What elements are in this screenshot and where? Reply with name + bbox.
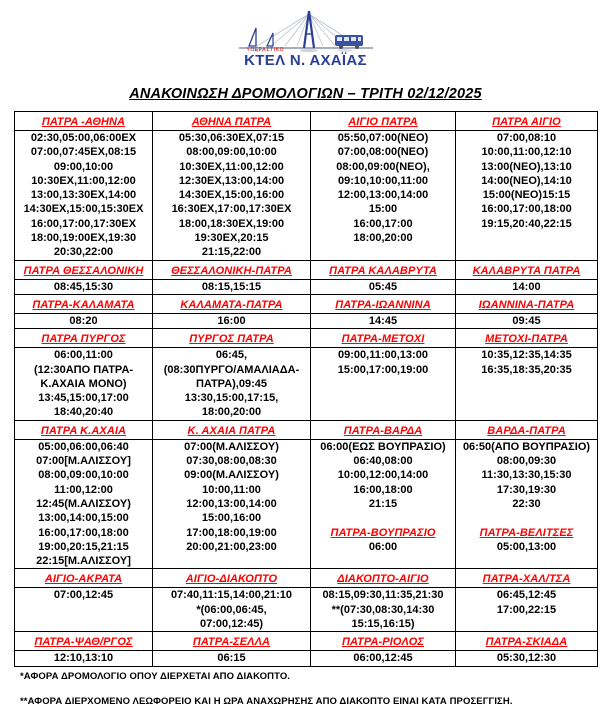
times-cell [311,588,456,632]
times-cell [311,279,456,294]
times-cell [311,131,456,261]
route-name: ΠΑΤΡΑ-ΙΩΑΝΝΙΝΑ [335,298,431,311]
blank-line [456,511,597,525]
time-line: 12:45(Μ.ΑΛΙΣΣΟΥ) [36,497,131,510]
footnote-diakopto: *ΑΦΟΡΑ ΔΡΟΜΟΛΟΓΙΟ ΟΠΟΥ ΔΙΕΡΧΕΤΑΙ ΑΠΟ ΔΙΑΚΟΠΤΟ. [20,670,291,682]
route-header-cell [153,260,311,279]
time-line: (12:30ΑΠΟ ΠΑΤΡΑ- [33,363,134,376]
time-line: **(07:30,08:30,14:30 [331,603,435,616]
time-line: 07:40,11:15,14:00,21:10 [170,589,293,602]
time-line: *(06:00,06:45, [196,603,267,616]
time-line: 07:00,08:10 [496,132,557,144]
time-line: 09:10,10:00,11:00 [338,174,428,187]
route-name: ΠΑΤΡΑ-ΒΕΛΙΤΣΕΣ [479,526,574,539]
time-line: 17:00,18:00,19:00 [186,526,277,539]
route-header-row [15,294,598,313]
time-line: 08:00,09:00,10:00 [186,146,277,159]
times-cell [153,439,311,569]
time-line: 08:00,09:00(NEO), [336,160,430,173]
time-line: 16:00 [217,314,246,327]
time-line: 15:15,16:15) [351,618,415,631]
page-title: ΑΝΑΚΟΙΝΩΣΗ ΔΡΟΜΟΛΟΓΙΩΝ – ΤΡΙΤΗ 02/12/2025 [129,86,482,102]
time-line: 11:00,12:00 [54,483,113,496]
logo-brand-name: ΚΤΕΛ Ν. ΑΧΑΪΑΣ [244,52,367,69]
times-cell [15,313,153,328]
time-line: 05:50,07:00(NEO) [337,132,429,144]
time-line: 16:00,17:00,17:30EX [30,217,137,230]
times-cell [311,313,456,328]
times-cell [153,348,311,420]
times-cell [456,439,598,569]
route-header-cell [456,329,598,348]
route-name: ΘΕΣΣΑΛΟΝΙΚΗ-ΠΑΤΡΑ [171,264,292,277]
time-line: 13:00,13:30EX,14:00 [30,189,137,202]
times-cell [311,439,456,569]
route-header-cell [456,569,598,588]
time-line: 16:00,17:00,18:00 [481,203,572,216]
time-line: 16:35,18:35,20:35 [481,363,572,376]
times-cell [456,279,598,294]
route-header-cell [311,420,456,439]
route-header-cell [311,294,456,313]
route-name: ΚΑΛΑΒΡΥΤΑ ΠΑΤΡΑ [472,264,581,277]
time-line: 10:30EX,11:00,12:00 [179,160,284,173]
time-line: 15:00(NEO)15:15 [482,189,571,202]
times-cell [153,313,311,328]
time-line: 08:00,09:30 [496,455,557,468]
route-name: ΠΑΤΡΑ-ΣΕΛΛΑ [192,636,271,649]
logo-small-text: ΥΠΕΡΑΣΤΙΚΟ [246,47,285,53]
route-name: ΠΑΤΡΑ-ΒΟΥΠΡΑΣΙΟ [330,526,436,539]
time-line: 13:00(NEO),13:10 [481,160,572,173]
time-line: 15:00 [368,203,398,216]
time-line: Κ.ΑΧΑΙΑ ΜΟΝΟ) [40,377,127,390]
time-line: 12:00,13:00,14:00 [186,497,277,510]
times-cell [153,131,311,261]
route-header-cell [456,632,598,651]
time-line: 02:30,05:00,06:00EX [30,132,137,144]
time-line: 22:30 [512,497,541,510]
time-line: 09:00,10:00 [53,160,114,173]
time-line: 09:00,11:00,13:00 [338,349,428,362]
time-line: 17:30,19:30 [496,483,557,496]
time-line: 10:30EX,11:00,12:00 [31,174,136,187]
route-name: ΠΑΤΡΑ ΘΕΣΣΑΛΟΝΙΚΗ [23,264,144,277]
route-header-row [15,329,598,348]
route-name: ΠΑΤΡΑ-ΒΑΡΔΑ [343,424,423,437]
route-name: ΜΕΤΟΧΙ-ΠΑΤΡΑ [485,333,568,346]
route-header-cell [311,632,456,651]
time-line: ΠΑΤΡΑ),09:45 [195,377,267,390]
time-line: 16:00,17:00 [353,217,413,230]
time-line: 09:45 [512,314,541,327]
time-line: 07:00[Μ.ΑΛΙΣΣΟΥ] [36,455,131,468]
times-row [15,313,598,328]
time-line: 14:00(NEO),14:10 [481,174,572,187]
route-header-cell [15,569,153,588]
route-header-cell [15,329,153,348]
route-name: ΠΑΤΡΑ ΚΑΛΑΒΡΥΤΑ [329,264,437,277]
time-line: 06:50(ΑΠΟ ΒΟΥΠΡΑΣΙΟ) [462,440,591,453]
route-header-cell [456,420,598,439]
time-line: 16:00,18:00 [353,483,413,496]
schedule-table [14,111,598,667]
route-name: Κ. ΑΧΑΙΑ ΠΑΤΡΑ [187,424,276,437]
times-cell [15,588,153,632]
route-header-row [15,420,598,439]
time-line: 12:00,13:00,14:00 [337,189,429,202]
times-row [15,279,598,294]
times-row [15,439,598,569]
sub-route-header [456,526,597,540]
time-line: 06:00(ΕΩΣ ΒΟΥΠΡΑΣΙΟ) [320,440,446,453]
time-line: 07:00,12:45) [200,618,263,631]
route-header-cell [15,294,153,313]
time-line: 10:00,11:00,12:10 [481,146,572,159]
route-header-cell [153,112,311,131]
times-cell [15,279,153,294]
route-name: ΔΙΑΚΟΠΤΟ-ΑΙΓΙΟ [337,573,429,586]
time-line: 05:30,06:30EX,07:15 [178,132,285,144]
times-cell [311,651,456,666]
times-cell [456,313,598,328]
route-header-cell [311,569,456,588]
time-line: 14:30EX,15:00,15:30EX [23,203,144,216]
times-cell [456,348,598,420]
route-name: ΠΥΡΓΟΣ ΠΑΤΡΑ [189,333,274,346]
route-name: ΑΙΓΙΟ-ΔΙΑΚΟΠΤΟ [185,573,278,586]
time-line: 08:00,09:00,10:00 [38,469,129,482]
times-cell [15,651,153,666]
route-header-cell [311,329,456,348]
time-line: 13:00,14:00,15:00 [38,512,129,525]
time-line: 06:45, [215,349,248,362]
route-name: ΑΘΗΝΑ ΠΑΤΡΑ [191,116,272,128]
time-line: 19:00,20:15,21:15 [38,540,129,553]
time-line: 18:00,18:30EX,19:00 [178,217,285,230]
route-name: ΠΑΤΡΑ-ΚΑΛΑΜΑΤΑ [32,298,135,311]
logo-text [231,47,381,70]
time-line: 11:30,13:30,15:30 [481,469,572,482]
times-cell [15,131,153,261]
time-line: 15:00,16:00 [201,512,262,525]
sub-route-header [311,526,455,540]
times-row [15,131,598,261]
route-header-cell [15,260,153,279]
route-name: ΠΑΤΡΑ ΑΙΓΙΟ [492,116,561,128]
time-line: 14:30EX,15:00,16:00 [178,189,285,202]
time-line: 08:15,09:30,11:35,21:30 [322,589,444,602]
times-cell [15,439,153,569]
time-line: 10:00,12:00,14:00 [337,469,429,482]
time-line: 21:15,22:00 [201,246,262,259]
time-line: 06:40,08:00 [353,455,413,468]
route-header-cell [15,112,153,131]
route-name: ΠΑΤΡΑ-ΧΑΛ/ΤΣΑ [482,573,571,586]
time-line: 18:00,20:00 [201,406,262,419]
times-row [15,348,598,420]
route-header-cell [15,632,153,651]
times-row [15,651,598,666]
route-header-cell [456,112,598,131]
times-cell [456,588,598,632]
time-line: 10:00,11:00 [202,483,261,496]
route-name: ΑΙΓΙΟ ΠΑΤΡΑ [348,116,418,128]
time-line: 22:15[Μ.ΑΛΙΣΣΟΥ] [36,555,131,568]
time-line: 21:15 [368,497,398,510]
ktel-logo [231,8,381,70]
times-cell [153,651,311,666]
route-header-cell [153,329,311,348]
time-line: 09:00(Μ.ΑΛΙΣΣΟΥ) [184,469,279,482]
time-line: 14:00 [512,280,541,293]
route-name: ΚΑΛΑΜΑΤΑ-ΠΑΤΡΑ [180,298,283,311]
time-line: 07:00,12:45 [53,589,114,602]
time-line: 13:30,15:00,17:15, [184,392,279,405]
route-name: ΠΑΤΡΑ Κ.ΑΧΑΙΑ [40,424,127,437]
route-name: ΠΑΤΡΑ-ΨΑΘ/ΡΓΟΣ [34,636,133,649]
time-line: 05:00,06:00,06:40 [38,440,129,453]
route-header-cell [153,294,311,313]
time-line: 17:00,22:15 [496,603,557,616]
route-header-cell [311,112,456,131]
route-header-cell [456,260,598,279]
time-line: 05:00,13:00 [496,540,557,553]
route-name: ΠΑΤΡΑ -ΑΘΗΝΑ [41,116,126,128]
time-line: 08:45,15:30 [53,280,114,293]
time-line: (08:30ΠΥΡΓΟ/ΑΜΑΛΙΑΔΑ- [163,363,300,376]
time-line: 20:00,21:00,23:00 [186,540,277,553]
time-line: 18:00,19:00EX,19:30 [30,232,137,245]
route-name: ΠΑΤΡΑ-ΣΚΙΑΔΑ [485,636,568,649]
time-line: 12:30EX,13:00,14:00 [178,174,285,187]
time-line: 12:10,13:10 [53,652,114,665]
route-header-row [15,632,598,651]
route-header-row [15,112,598,131]
times-cell [15,348,153,420]
route-header-cell [456,294,598,313]
times-cell [456,131,598,261]
time-line: 06:00,11:00 [54,349,113,362]
time-line: 07:00,08:00(NEO) [337,146,429,159]
times-row [15,588,598,632]
times-cell [153,279,311,294]
time-line: 19:15,20:40,22:15 [481,217,572,230]
time-line: 05:45 [368,280,398,293]
route-header-cell [153,569,311,588]
route-header-cell [153,420,311,439]
time-line: 16:00,17:00,18:00 [38,526,129,539]
route-header-row [15,260,598,279]
route-name: ΠΑΤΡΑ-ΜΕΤΟΧΙ [341,333,425,346]
times-cell [456,651,598,666]
time-line: 06:45,12:45 [496,589,557,602]
route-name: ΙΩΑΝΝΙΝΑ-ΠΑΤΡΑ [478,298,575,311]
times-cell [311,348,456,420]
blank-line [311,511,455,525]
time-line: 19:30EX,20:15 [194,232,269,245]
time-line: 07:30,08:00,08:30 [186,455,277,468]
time-line: 20:30,22:00 [53,246,114,259]
time-line: 08:20 [69,314,98,327]
time-line: 13:45,15:00,17:00 [38,392,129,405]
time-line: 07:00(Μ.ΑΛΙΣΣΟΥ) [184,440,279,453]
route-header-cell [153,632,311,651]
footnotes [20,671,611,707]
route-header-cell [311,260,456,279]
time-line: 07:00,07:45EX,08:15 [30,146,137,159]
route-header-cell [15,420,153,439]
route-name: ΒΑΡΔΑ-ΠΑΤΡΑ [487,424,566,437]
time-line: 15:00,17:00,19:00 [337,363,429,376]
route-name: ΠΑΤΡΑ ΠΥΡΓΟΣ [41,333,126,346]
route-name: ΠΑΤΡΑ-ΡΙΟΛΟΣ [342,636,424,649]
time-line: 10:35,12:35,14:35 [481,349,572,362]
time-line: 14:45 [368,314,398,327]
time-line: 18:40,20:40 [53,406,114,419]
route-header-row [15,569,598,588]
time-line: 05:30,12:30 [496,652,557,665]
time-line: 08:15,15:15 [201,280,262,293]
time-line: 18:00,20:00 [353,232,413,245]
route-name: ΑΙΓΙΟ-ΑΚΡΑΤΑ [44,573,123,586]
footnote-passing-bus: **ΑΦΟΡΑ ΔΙΕΡΧΟΜΕΝΟ ΛΕΩΦΟΡΕΙΟ ΚΑΙ Η ΩΡΑ ΑΝΑΧΩΡΗΣΗΣ ΑΠΟ ΔΙΑΚΟΠΤΟ ΕΙΝΑΙ ΚΑΤΑ ΠΡΟΣΕΓΓΙΣΗ. [20,695,513,707]
times-cell [153,588,311,632]
time-line: 06:00 [368,540,398,553]
time-line: 16:30EX,17:00,17:30EX [171,203,292,216]
time-line: 06:00,12:45 [353,652,413,665]
time-line: 06:15 [217,652,246,665]
